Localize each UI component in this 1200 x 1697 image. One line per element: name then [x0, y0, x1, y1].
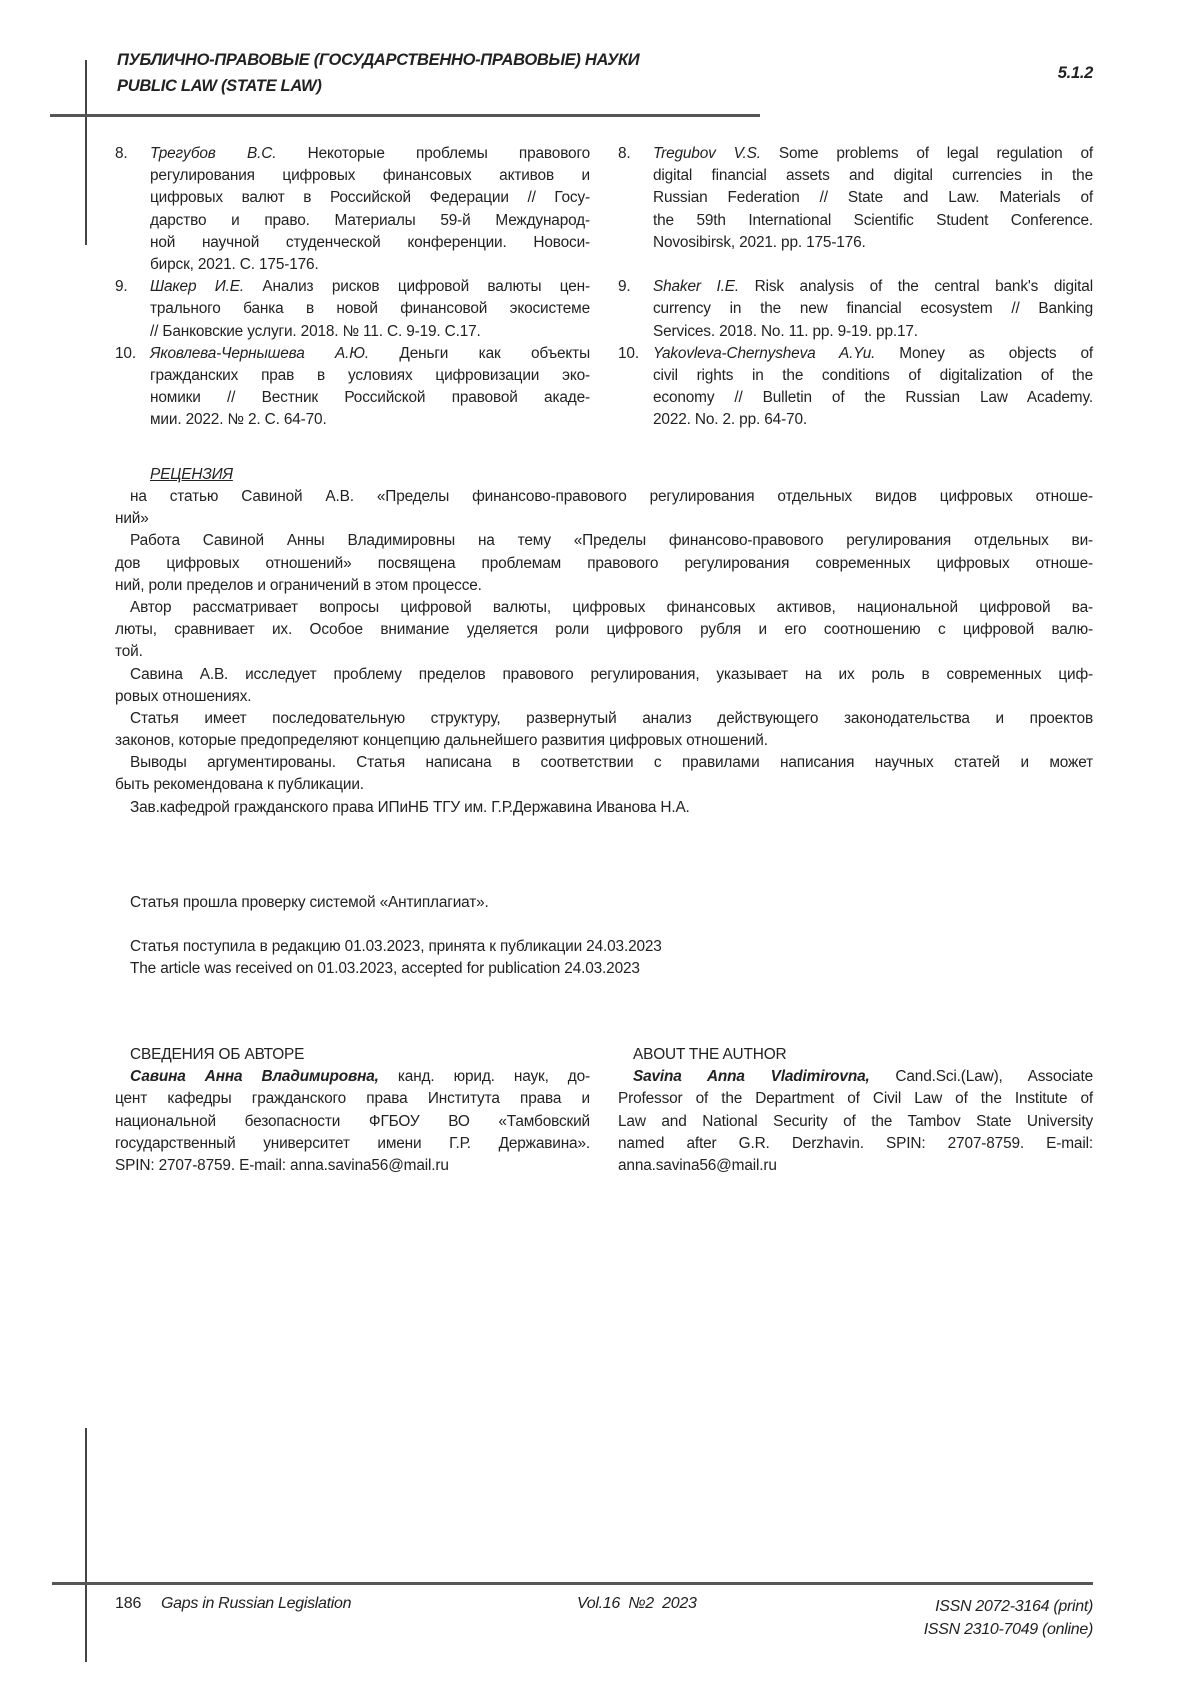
reference-number: 8. [115, 143, 128, 165]
reference-line: economy // Bulletin of the Russian Law Academy. [653, 387, 1093, 409]
reference-author: Шакер И.Е. [150, 278, 244, 295]
reference-line: трального банка в новой финансовой экосистеме [150, 298, 590, 320]
author-line: Professor of the Department of Civil Law of the Institute of [618, 1088, 1093, 1110]
reference-line: ной научной студенческой конференции. Новоси- [150, 232, 590, 254]
header-rule [50, 114, 760, 117]
running-header [117, 47, 639, 99]
reference-line: digital financial assets and digital currencies in the [653, 165, 1093, 187]
reference-text [653, 143, 1093, 254]
reference-line [150, 276, 590, 298]
author-line [618, 1066, 1093, 1088]
received-ru: Статья поступила в редакцию 01.03.2023, принята к публикации 24.03.2023 [130, 936, 662, 958]
reference-title: Some problems of legal regulation of [761, 145, 1093, 162]
author-name-ru: Савина Анна Владимировна, [130, 1068, 379, 1085]
reference-line: регулирования цифровых финансовых активов и [150, 165, 590, 187]
reference-number: 10. [115, 343, 136, 365]
reference-number: 9. [115, 276, 128, 298]
reference-line: civil rights in the conditions of digitalization of the [653, 365, 1093, 387]
reference-number: 8. [618, 143, 631, 165]
reference-author: Tregubov V.S. [653, 145, 761, 162]
review-line: Савина А.В. исследует проблему пределов правового регулирования, указывает на их роль в современных циф- [115, 664, 1093, 686]
reference-text [150, 276, 590, 343]
footer-rule [52, 1582, 1093, 1585]
review-line: быть рекомендована к публикации. [115, 774, 1093, 796]
reference-number: 10. [618, 343, 639, 365]
reference-title: Некоторые проблемы правового [276, 145, 590, 162]
review-line: Статья имеет последовательную структуру, развернутый анализ действующего законодательства и проектов [115, 708, 1093, 730]
issn-block [924, 1595, 1093, 1641]
review-line: на статью Савиной А.В. «Пределы финансово-правового регулирования отдельных видов цифровых отноше- [115, 486, 1093, 508]
author-heading-en: ABOUT THE AUTHOR [618, 1044, 1093, 1066]
reference-line: Services. 2018. No. 11. pp. 9-19. pp.17. [653, 321, 1093, 343]
author-text: Cand.Sci.(Law), Associate [870, 1068, 1093, 1085]
review-body [115, 486, 1093, 819]
reference-line: гражданских прав в условиях цифровизации эко- [150, 365, 590, 387]
author-line [115, 1066, 590, 1088]
page-number: 186 [115, 1595, 141, 1613]
reference-line [653, 343, 1093, 365]
review-line: дов цифровых отношений» посвящена проблемам правового регулирования современных цифровых отноше- [115, 553, 1093, 575]
author-name-en: Savina Anna Vladimirovna, [633, 1068, 870, 1085]
reference-line [150, 143, 590, 165]
reference-text [150, 343, 590, 432]
reference-line [653, 143, 1093, 165]
reference-line: currency in the new financial ecosystem // Banking [653, 298, 1093, 320]
reference-line: // Банковские услуги. 2018. № 11. С. 9-19. С.17. [150, 321, 590, 343]
reference-title: Risk analysis of the central bank's digital [739, 278, 1093, 295]
author-line: named after G.R. Derzhavin. SPIN: 2707-8759. E-mail: [618, 1133, 1093, 1155]
author-line: Law and National Security of the Tambov State University [618, 1111, 1093, 1133]
reference-item [618, 276, 1093, 343]
author-heading-ru: СВЕДЕНИЯ ОБ АВТОРЕ [115, 1044, 590, 1066]
reference-item [115, 276, 590, 343]
review-line: ний, роли пределов и ограничений в этом процессе. [115, 575, 1093, 597]
received-en: The article was received on 01.03.2023, accepted for publication 24.03.2023 [130, 958, 662, 980]
review-line: ний» [115, 508, 1093, 530]
margin-rule-top [85, 60, 87, 245]
reference-line: мии. 2022. № 2. С. 64-70. [150, 409, 590, 431]
author-line: anna.savina56@mail.ru [618, 1155, 1093, 1177]
reference-author: Yakovleva-Chernysheva A.Yu. [653, 345, 875, 362]
author-info-en [618, 1044, 1093, 1177]
reference-title: Money as objects of [875, 345, 1093, 362]
reference-line: бирск, 2021. С. 175-176. [150, 254, 590, 276]
reference-title: Анализ рисков цифровой валюты цен- [244, 278, 590, 295]
reference-item [618, 143, 1093, 254]
author-info-ru [115, 1044, 590, 1177]
reference-text [653, 343, 1093, 432]
review-title: РЕЦЕНЗИЯ [150, 466, 233, 484]
review-line: люты, сравнивает их. Особое внимание уделяется роли цифрового рубля и его соотношению с цифровой валю- [115, 619, 1093, 641]
reference-number: 9. [618, 276, 631, 298]
antiplagiat-note: Статья прошла проверку системой «Антиплагиат». [130, 892, 662, 914]
reference-text [150, 143, 590, 276]
reference-text [653, 276, 1093, 343]
reference-line [653, 276, 1093, 298]
reference-line: цифровых валют в Российской Федерации // Госу- [150, 187, 590, 209]
reference-author: Трегубов В.С. [150, 145, 276, 162]
reference-line: номики // Вестник Российской правовой акаде- [150, 387, 590, 409]
reference-author: Яковлева-Чернышева А.Ю. [150, 345, 369, 362]
reference-line: Russian Federation // State and Law. Materials of [653, 187, 1093, 209]
reference-item [618, 343, 1093, 432]
reference-line: Novosibirsk, 2021. pp. 175-176. [653, 232, 1093, 254]
review-line: Выводы аргументированы. Статья написана в соответствии с правилами написания научных статей и может [115, 752, 1093, 774]
author-line: SPIN: 2707-8759. E-mail: anna.savina56@mail.ru [115, 1155, 590, 1177]
reference-title: Деньги как объекты [369, 345, 590, 362]
review-line: ровых отношениях. [115, 686, 1093, 708]
reference-item [115, 143, 590, 276]
issn-online: ISSN 2310-7049 (online) [924, 1618, 1093, 1641]
reference-item [115, 343, 590, 432]
section-code: 5.1.2 [1058, 60, 1093, 86]
notes [130, 892, 662, 981]
reference-author: Shaker I.E. [653, 278, 739, 295]
section-title-en: PUBLIC LAW (STATE LAW) [117, 73, 639, 99]
review-line: Работа Савиной Анны Владимировны на тему «Пределы финансово-правового регулирования отдельных ви- [115, 530, 1093, 552]
issn-print: ISSN 2072-3164 (print) [924, 1595, 1093, 1618]
author-line: государственный университет имени Г.Р. Державина». [115, 1133, 590, 1155]
review-line: той. [115, 641, 1093, 663]
margin-rule-bottom [85, 1428, 87, 1662]
journal-name: Gaps in Russian Legislation [161, 1595, 351, 1613]
review-line: законов, которые предопределяют концепцию дальнейшего развития цифровых отношений. [115, 730, 1093, 752]
issue-info: Vol.16 №2 2023 [577, 1595, 697, 1613]
author-line: национальной безопасности ФГБОУ ВО «Тамбовский [115, 1111, 590, 1133]
section-title-ru: ПУБЛИЧНО-ПРАВОВЫЕ (ГОСУДАРСТВЕННО-ПРАВОВЫЕ) НАУКИ [117, 47, 639, 73]
author-text: канд. юрид. наук, до- [379, 1068, 590, 1085]
reference-line [150, 343, 590, 365]
review-line: Зав.кафедрой гражданского права ИПиНБ ТГУ им. Г.Р.Державина Иванова Н.А. [115, 797, 1093, 819]
reference-line: the 59th International Scientific Student Conference. [653, 210, 1093, 232]
reference-line: дарство и право. Материалы 59-й Международ- [150, 210, 590, 232]
review-line: Автор рассматривает вопросы цифровой валюты, цифровых финансовых активов, национальной цифровой ва- [115, 597, 1093, 619]
author-line: цент кафедры гражданского права Института права и [115, 1088, 590, 1110]
reference-line: 2022. No. 2. pp. 64-70. [653, 409, 1093, 431]
